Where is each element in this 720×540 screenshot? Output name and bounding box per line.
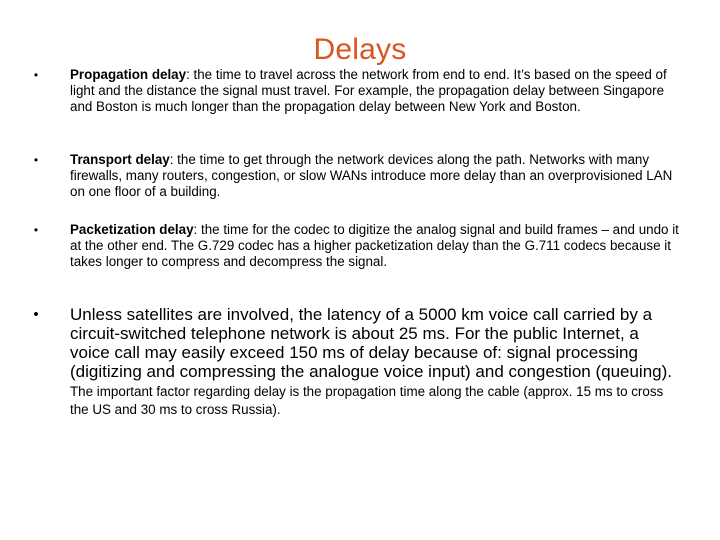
bullet-term: Transport delay [70, 152, 170, 167]
bullet-term: Propagation delay [70, 67, 187, 82]
bullet-marker: • [33, 223, 39, 237]
bullet-description: : the time to travel across the network from end to end. It’s based on the speed of light and the distance the signal must travel. For example, the propagation delay between Singapore and Boston is much longer than the propagation delay between New York and Boston. [70, 67, 667, 115]
slide-title: Delays [313, 33, 407, 66]
bullet-description: : the time for the codec to digitize the analog signal and build frames – and undo it at the other end. The G.729 codec has a higher packetization delay than the G.711 codecs because it takes longer to compress and decompress the signal. [70, 222, 679, 270]
bullet-text [70, 306, 682, 420]
bullet-marker: • [33, 306, 39, 323]
bullet-text [70, 222, 682, 271]
bullet-text [70, 152, 682, 201]
bullet-marker: • [33, 68, 39, 82]
bullet-tail-text: The important factor regarding delay is the propagation time along the cable (approx. 15 ms to cross the US and 30 ms to cross Russia). [70, 383, 664, 418]
bullet-term: Packetization delay [70, 222, 194, 237]
bullet-marker: • [33, 153, 39, 167]
bullet-lead-text: Unless satellites are involved, the latency of a 5000 km voice call carried by a circuit-switched telephone network is about 25 ms. For the public Internet, a voice call may easily exceed 150 ms of delay because of: signal processing (digitizing and compressing the analogue voice input) and congestion (queuing). [70, 305, 672, 381]
bullet-text [70, 67, 682, 116]
bullet-description: : the time to get through the network devices along the path. Networks with many firewalls, many routers, congestion, or slow WANs introduce more delay than an overprovisioned LAN on one floor of a building. [70, 152, 673, 200]
